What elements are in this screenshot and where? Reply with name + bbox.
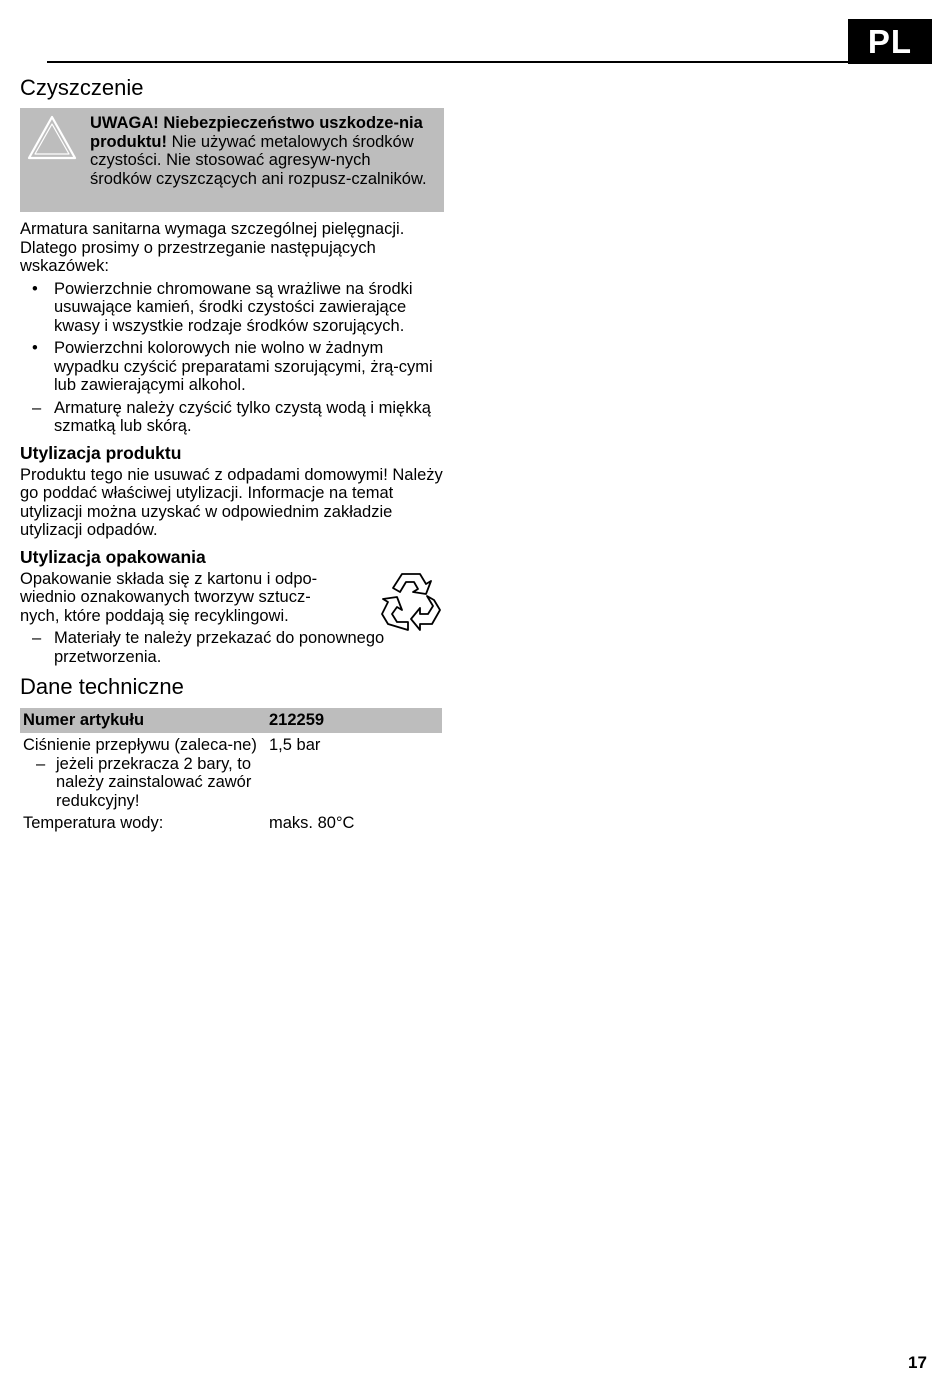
list-mark: –	[32, 629, 42, 647]
row-sub-note	[23, 755, 263, 811]
cleaning-title: Czyszczenie	[20, 75, 144, 100]
packaging-text: Opakowanie składa się z kartonu i odpo-wiednio oznakowanych tworzyw sztucz-nych, które poddają się recyklingowi.	[20, 569, 318, 625]
row-value: 1,5 bar	[269, 736, 321, 754]
tech-table	[20, 708, 442, 833]
row-label: Temperatura wody:	[23, 814, 164, 832]
list-item-text: Materiały te należy przekazać do ponownego przetworzenia.	[54, 629, 385, 666]
sub-mark: –	[36, 754, 46, 773]
packaging-section	[20, 570, 444, 667]
warning-body: Nie używać metalowych środków czystości. Nie stosować agresyw-nych środków czyszczących ani rozpusz-czalników.	[90, 132, 427, 188]
warning-triangle-icon	[26, 114, 78, 162]
packaging-title: Utylizacja opakowania	[20, 546, 206, 567]
packaging-list	[20, 629, 444, 666]
top-rule	[47, 61, 850, 63]
row-label	[20, 733, 266, 810]
page-number: 17	[908, 1353, 927, 1372]
list-item	[20, 399, 444, 436]
list-item-text: Powierzchni kolorowych nie wolno w żadnym wypadku czyścić preparatami szorującymi, żrą-cymi lub zawierającymi alkohol.	[54, 339, 433, 394]
tech-title: Dane techniczne	[20, 674, 184, 699]
sub-text: jeżeli przekracza 2 bary, to należy zainstalować zawór redukcyjny!	[56, 754, 252, 810]
warning-text	[90, 114, 436, 188]
list-item	[20, 629, 444, 666]
row-value: maks. 80°C	[269, 814, 355, 832]
header-value: 212259	[266, 708, 442, 733]
row-label-text: Ciśnienie przepływu (zaleca-ne)	[23, 736, 257, 754]
cleaning-intro: Armatura sanitarna wymaga szczególnej pielęgnacji. Dlatego prosimy o przestrzeganie następujących wskazówek:	[20, 220, 405, 275]
table-header-row	[20, 708, 442, 733]
content-column	[20, 75, 444, 833]
list-item-text: Armaturę należy czyścić tylko czystą wodą i miękką szmatką lub skórą.	[54, 398, 431, 435]
disposal-title: Utylizacja produktu	[20, 442, 182, 463]
disposal-text: Produktu tego nie usuwać z odpadami domowymi! Należy go poddać właściwej utylizacji. Informacje na temat utylizacji można uzyskać w odpowiednim zakładzie utylizacji odpadów.	[20, 465, 443, 539]
list-mark: –	[32, 398, 42, 417]
list-item	[20, 280, 444, 336]
table-row	[20, 810, 442, 833]
list-mark: •	[32, 279, 38, 298]
recycle-icon	[380, 570, 442, 632]
list-item-text: Powierzchnie chromowane są wrażliwe na środki usuwające kamień, środki czystości zawierające kwasy i wszystkie rodzaje środków szorujących.	[54, 279, 413, 335]
language-tab: PL	[848, 19, 932, 64]
header-label: Numer artykułu	[20, 708, 266, 733]
table-row	[20, 733, 442, 810]
list-item	[20, 339, 444, 395]
warning-bold: UWAGA! Niebezpieczeństwo uszkodze-nia produktu!	[90, 114, 423, 151]
cleaning-list	[20, 280, 444, 436]
warning-box	[20, 108, 444, 212]
list-mark: •	[32, 339, 38, 357]
